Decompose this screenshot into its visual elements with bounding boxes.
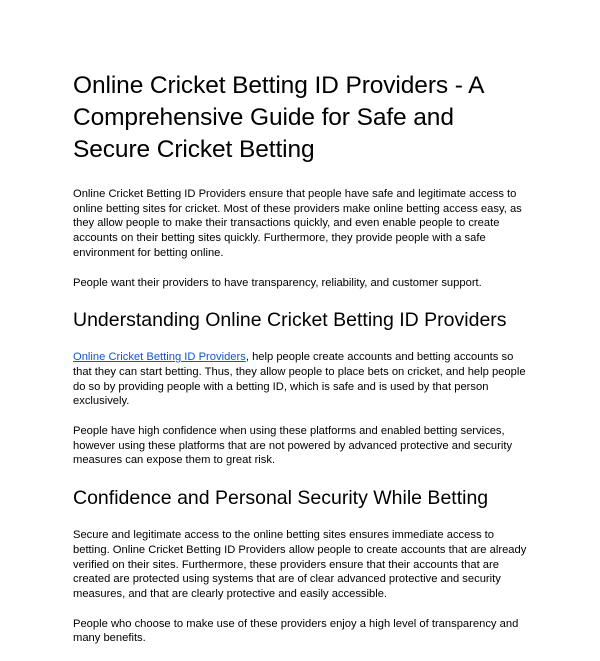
section-heading-understanding: Understanding Online Cricket Betting ID Providers: [73, 309, 507, 332]
document-title: Online Cricket Betting ID Providers - A Comprehensive Guide for Safe and Secure Cricket Betting: [73, 72, 484, 163]
section-2-paragraph-1: Secure and legitimate access to the online betting sites ensures immediate access to betting. Online Cricket Betting ID Providers allow people to create accounts that are already verified on their sites. Furthermore, these providers ensure that their accounts that are created are protected using systems that are of clear advanced protective and security measures, and that are clearly protective and easily accessible.: [73, 529, 527, 600]
document-body: [73, 70, 531, 661]
section-heading-confidence: Confidence and Personal Security While Betting: [73, 487, 489, 510]
intro-paragraph-1: Online Cricket Betting ID Providers ensure that people have safe and legitimate access to online betting sites for cricket. Most of these providers make online betting access easy, as they allow people to make their transactions quickly, and even enable people to create accounts on their betting sites quickly. Furthermore, they provide people with a safe environment for betting online.: [73, 188, 522, 259]
intro-paragraph-2: People want their providers to have transparency, reliability, and customer support.: [73, 276, 482, 289]
section-1-paragraph-1-text: , help people create accounts and betting accounts so that they can start betting. Thus, they allow people to place bets on cricket, and help people do so by providing people with a betting ID, which is safe and is used by that person exclusively.: [73, 351, 526, 408]
section-2-paragraph-2: People who choose to make use of these providers enjoy a high level of transparency and many benefits.: [73, 617, 519, 645]
section-1-paragraph-1: [73, 350, 531, 409]
providers-link[interactable]: Online Cricket Betting ID Providers: [73, 351, 246, 364]
section-1-paragraph-2: People have high confidence when using these platforms and enabled betting services, however using these platforms that are not powered by advanced protective and security measures can expose them to great risk.: [73, 425, 513, 467]
